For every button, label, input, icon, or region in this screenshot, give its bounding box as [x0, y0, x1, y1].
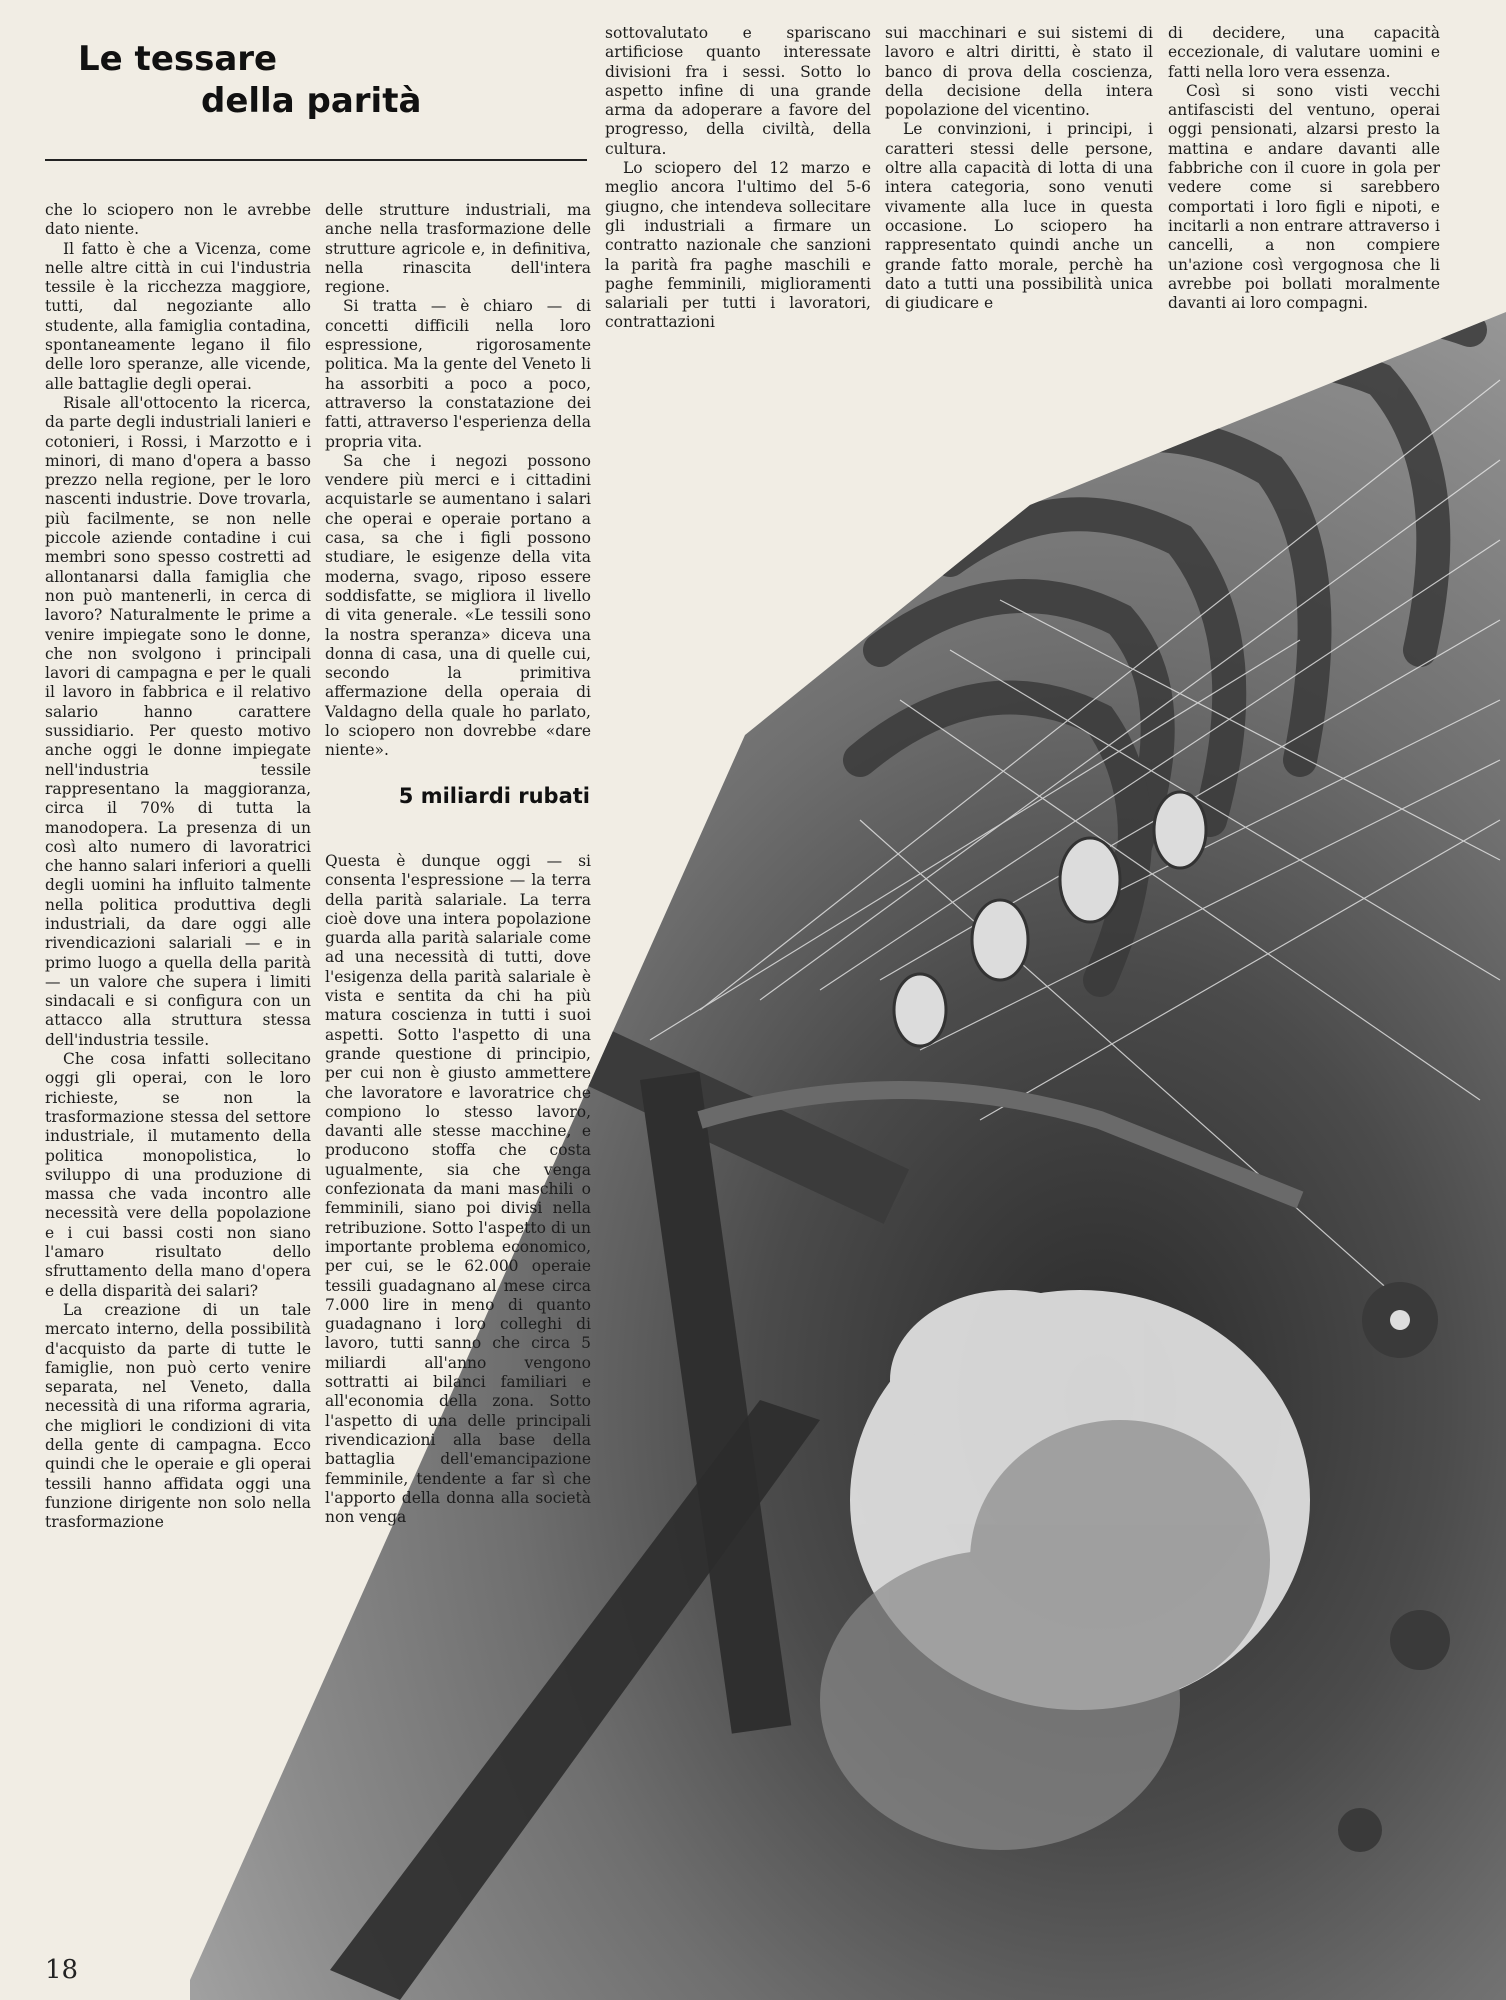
paragraph: Si tratta — è chiaro — di concetti difficili nella loro espressione, rigorosamente politica. Ma la gente del Veneto li ha assorbiti a poco a poco, attraverso la constatazione dei fatti, attraverso l'esperienza della propria vita. [325, 297, 591, 451]
paragraph: sottovalutato e spariscano artificiose quanto interessate divisioni fra i sessi. Sotto lo aspetto infine di una grande arma da adoperare a favore del progresso, della civiltà, della cultura. [605, 24, 871, 158]
text-column-3 [605, 24, 871, 333]
paragraph: Che cosa infatti sollecitano oggi gli operai, con le loro richieste, se non la trasformazione stessa del settore industriale, il mutamento della politica monopolistica, lo sviluppo di una produzione di massa che vada incontro alle necessità vere della popolazione e i cui bassi costi non siano l'amaro risultato dello sfruttamento della mano d'opera e della disparità dei salari? [45, 1050, 311, 1300]
paragraph: Così si sono visti vecchi antifascisti del ventuno, operai oggi pensionati, alzarsi presto la mattina e andare davanti alle fabbriche con il cuore in gola per vedere come si sarebbero comportati i loro figli e nipoti, e incitarli a non entrare attraverso i cancelli, a non compiere un'azione così vergognosa che li avrebbe poi bollati moralmente davanti ai loro compagni. [1168, 81, 1440, 313]
paragraph: delle strutture industriali, ma anche nella trasformazione delle strutture agricole e, in definitiva, nella rinascita dell'intera regione. [325, 201, 591, 297]
paragraph: di decidere, una capacità eccezionale, di valutare uomini e fatti nella loro vera essenza. [1168, 24, 1440, 81]
paragraph: Risale all'ottocento la ricerca, da parte degli industriali lanieri e cotonieri, i Rossi, i Marzotto e i minori, di mano d'opera a basso prezzo nella regione, per le loro nascenti industrie. Dove trovarla, più facilmente, se non nelle piccole aziende contadine i cui membri sono spesso costretti ad allontanarsi dalla famiglia che non può mantenerli, in cerca di lavoro? Naturalmente le prime a venire impiegate sono le donne, che non svolgono i principali lavori di campagna e per le quali il lavoro in fabbrica e il relativo salario hanno carattere sussidiario. Per questo motivo anche oggi le donne impiegate nell'industria tessile rappresentano la maggioranza, circa il 70% di tutta la manodopera. La presenza di un così alto numero di lavoratrici che hanno salari inferiori a quelli degli uomini ha influito talmente nella politica produttiva degli industriali, da dare oggi alle rivendicazioni salariali — e in primo luogo a quella della parità — un valore che supera i limiti sindacali e si configura con un attacco alla struttura stessa dell'industria tessile. [45, 393, 311, 1049]
text-column-1 [45, 201, 311, 1532]
paragraph: Le convinzioni, i principi, i caratteri stessi delle persone, oltre alla capacità di lotta di una intera categoria, sono venuti vivamente alla luce in questa occasione. Lo sciopero ha rappresentato quindi anche un grande fatto morale, perchè ha dato a tutti una possibilità unica di giudicare e [885, 120, 1153, 313]
paragraph: Lo sciopero del 12 marzo e meglio ancora l'ultimo del 5-6 giugno, che intendeva sollecitare gli industriali a firmare un contratto nazionale che sanzioni la parità fra paghe maschili e paghe femminili, miglioramenti salariali per tutti i lavoratori, contrattazioni [605, 159, 871, 332]
text-column-5 [1168, 24, 1440, 313]
headline-rule [45, 159, 587, 161]
headline-line2: della parità [201, 81, 422, 121]
text-column-2-top [325, 201, 591, 761]
paragraph: che lo sciopero non le avrebbe dato niente. [45, 201, 311, 239]
text-column-4 [885, 24, 1153, 313]
text-column-2-bottom [325, 852, 591, 1527]
page-number: 18 [45, 1955, 79, 1985]
article-headline [78, 38, 438, 122]
paragraph: Sa che i negozi possono vendere più merci e i cittadini acquistarle se aumentano i salari che operai e operaie portano a casa, sa che i figli possono studiare, le esigenze della vita moderna, svago, riposo essere soddisfatte, se migliora il livello di vita generale. «Le tessili sono la nostra speranza» diceva una donna di casa, una di quelle cui, secondo la primitiva affermazione della operaia di Valdagno della quale ho parlato, lo sciopero non dovrebbe «dare niente». [325, 451, 591, 760]
paragraph: La creazione di un tale mercato interno, della possibilità d'acquisto da parte di tutte le famiglie, non può certo venire separata, nel Veneto, dalla necessità di una riforma agraria, che migliori le condizioni di vita della gente di campagna. Ecco quindi che le operaie e gli operai tessili hanno affidata oggi una funzione dirigente non solo nella trasformazione [45, 1300, 311, 1532]
paragraph: Questa è dunque oggi — si consenta l'espressione — la terra della parità salariale. La terra cioè dove una intera popolazione guarda alla parità salariale come ad una necessità di tutti, dove l'esigenza della parità salariale è vista e sentita da chi ha più matura coscienza in tutti i suoi aspetti. Sotto l'aspetto di una grande questione di principio, per cui non è giusto ammettere che lavoratore e lavoratrice che compiono lo stesso lavoro, davanti alle stesse macchine, e producono stoffa che costa ugualmente, sia che venga confezionata da mani maschili o femminili, siano poi divisi nella retribuzione. Sotto l'aspetto di un importante problema economico, per cui, se le 62.000 operaie tessili guadagnano al mese circa 7.000 lire in meno di quanto guadagnano i loro colleghi di lavoro, tutti sanno che circa 5 miliardi all'anno vengono sottratti ai bilanci familiari e all'economia della zona. Sotto l'aspetto di una delle principali rivendicazioni alla base della battaglia dell'emancipazione femminile, tendente a far sì che l'apporto della donna alla società non venga [325, 852, 591, 1527]
headline-line1: Le tessare [78, 39, 278, 79]
paragraph: Il fatto è che a Vicenza, come nelle altre città in cui l'industria tessile è la ricchezza maggiore, tutti, dal negoziante allo studente, alla famiglia contadina, spontaneamente legano il filo delle loro speranze, alle vicende, alle battaglie degli operai. [45, 239, 311, 393]
section-subheading: 5 miliardi rubati [398, 784, 590, 808]
paragraph: sui macchinari e sui sistemi di lavoro e altri diritti, è stato il banco di prova della coscienza, della decisione della intera popolazione del vicentino. [885, 24, 1153, 120]
